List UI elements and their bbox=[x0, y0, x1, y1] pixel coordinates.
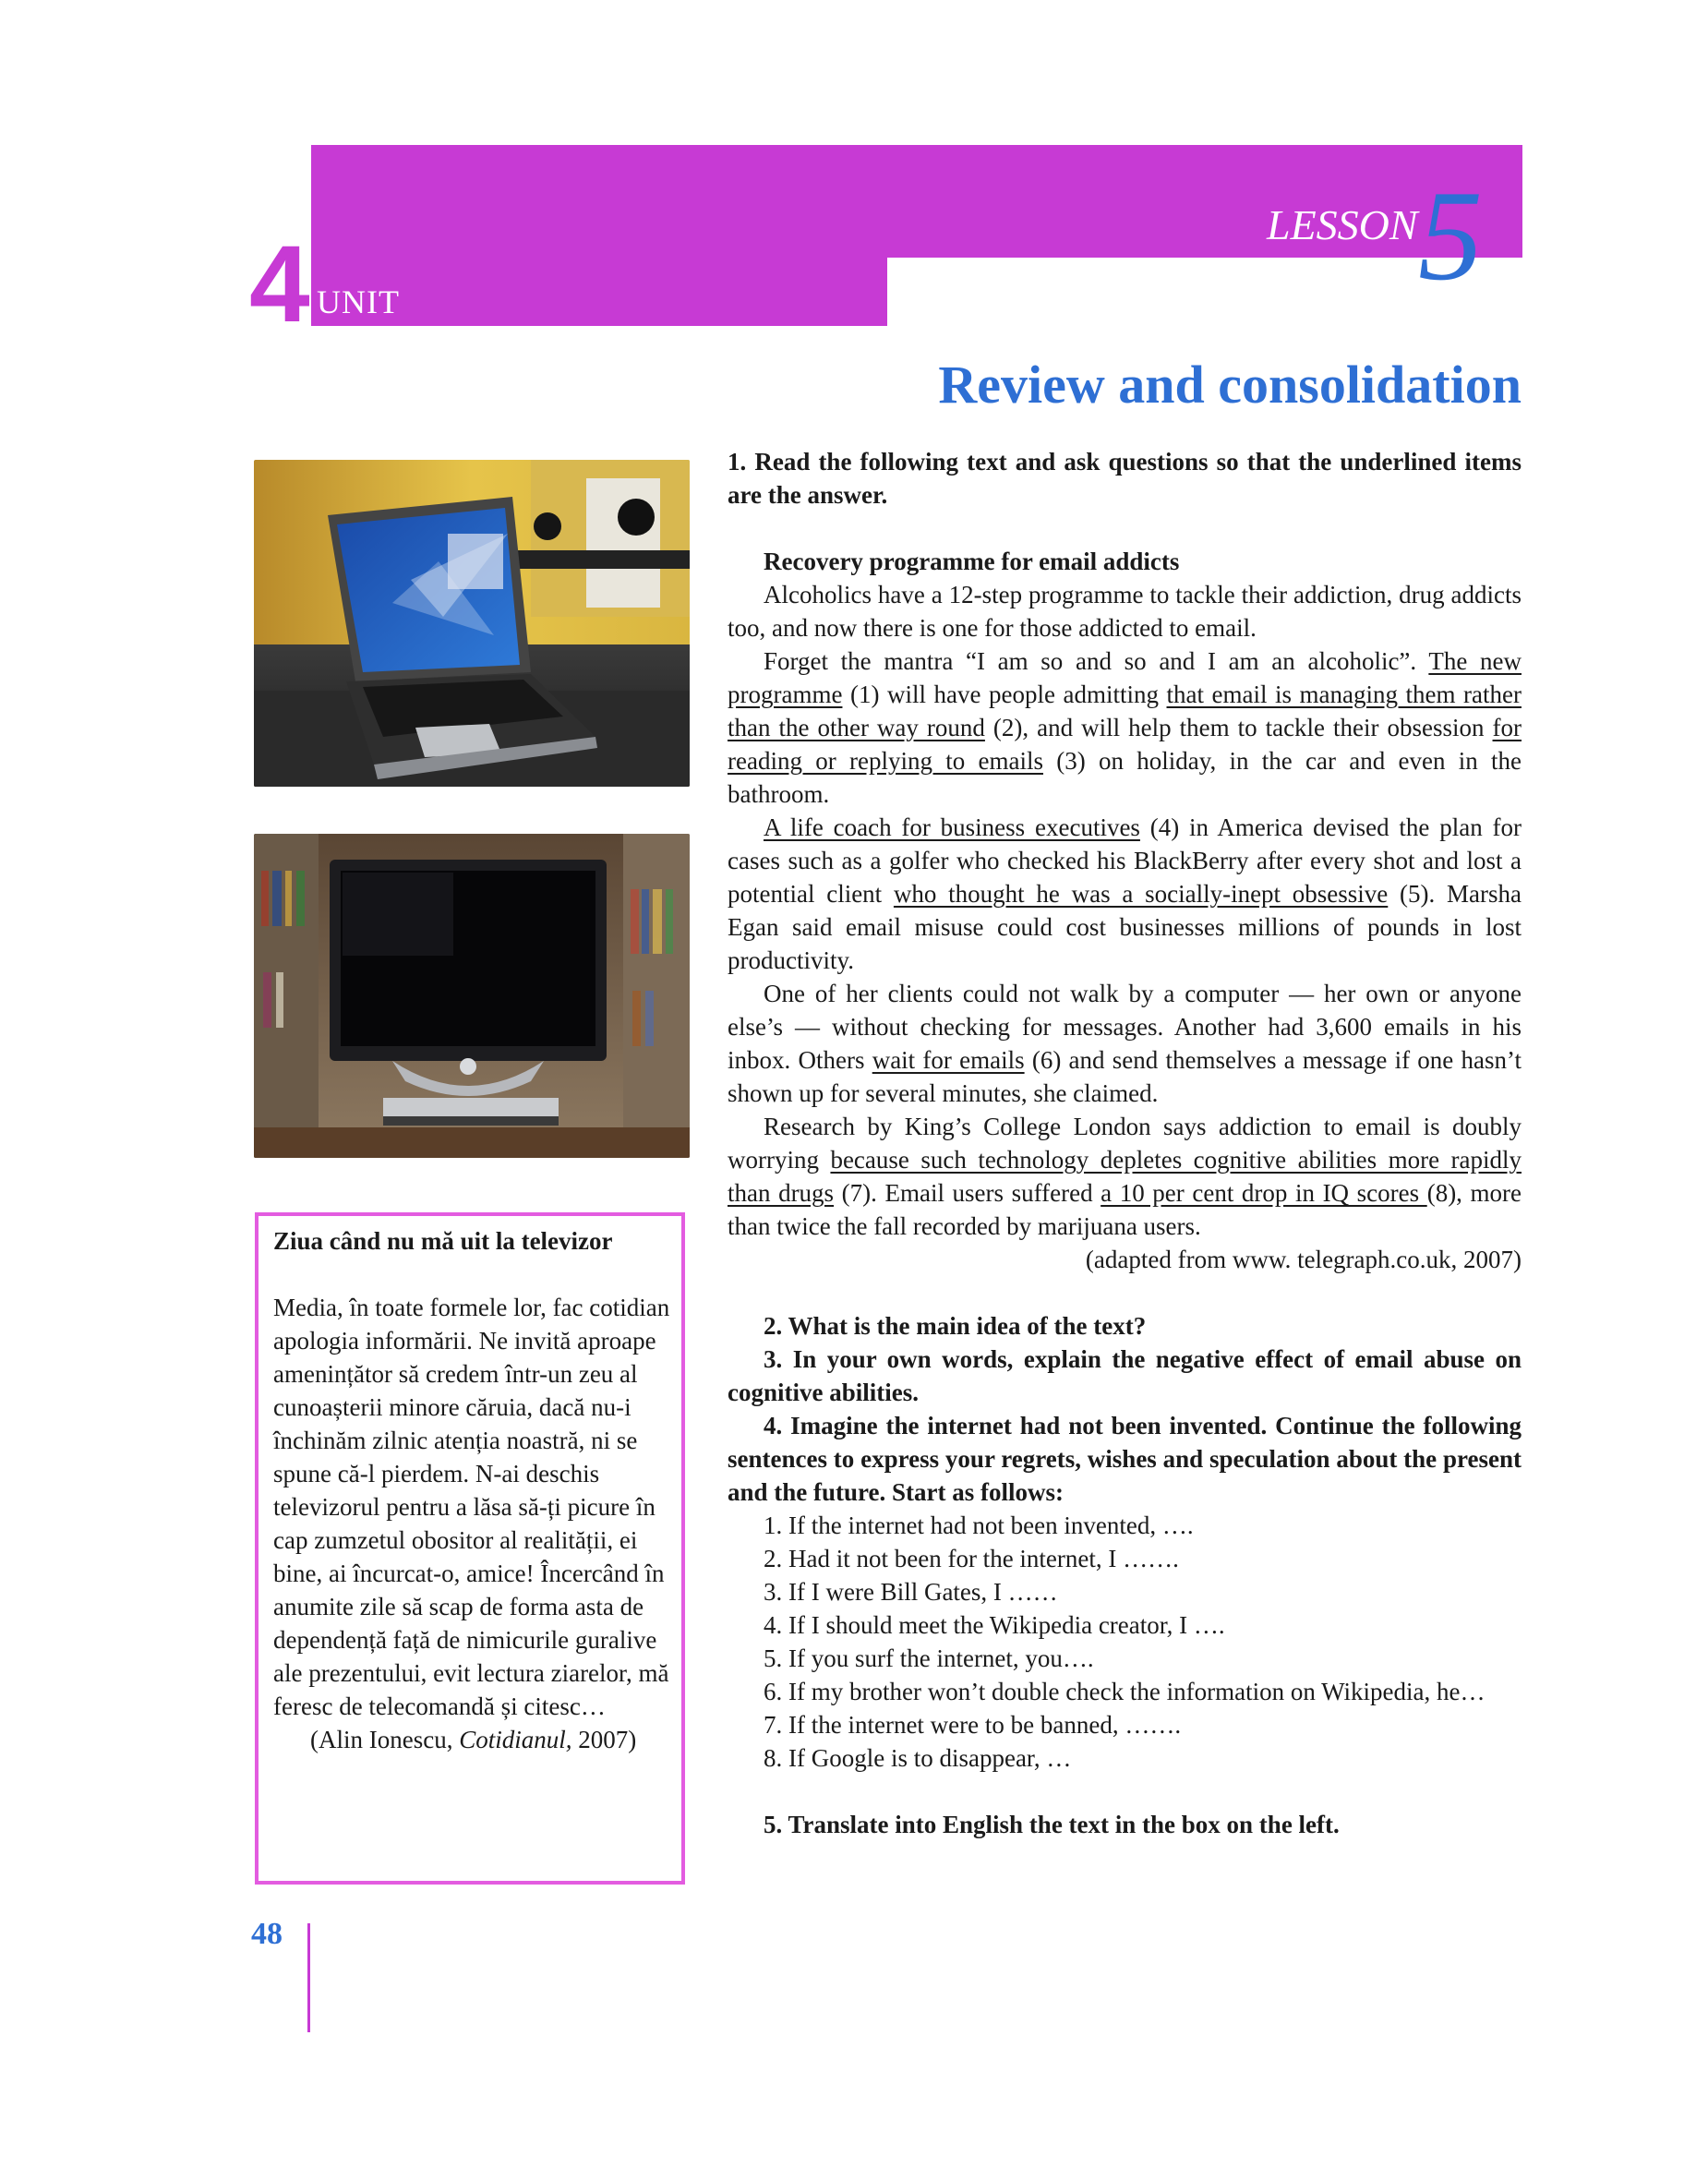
exercise-2: 2. What is the main idea of the text? bbox=[764, 1312, 1147, 1340]
exercise-5: 5. Translate into English the text in the box on the left. bbox=[764, 1811, 1340, 1838]
translation-text-box bbox=[255, 1212, 685, 1885]
underlined-item-1: The new programme bbox=[728, 647, 1522, 708]
paragraph-3: A life coach for business executives (4) in America devised the plan for cases such as a golfer who checked his BlackBerry after every shot and lost a potential client who thought he was a socially-inept obsessive (5). Marsha Egan said email misuse could cost businesses millions of pounds in lost productivity. bbox=[728, 813, 1522, 974]
underlined-item-6: wait for emails bbox=[872, 1046, 1025, 1074]
box-body: Media, în toate formele lor, fac cotidian apologia informării. Ne invită aproape amenințător să credem într-un zeu al cunoașterii minore căruia, dacă nu-i închinăm zilnic atenția noastră, ni se spune că-l pierdem. N-ai deschis televizorul pentru a lăsa să-ți picure în cap zumzetul obositor al realității, ei bine, ai încurcat-o, amice! Încercând în anumite zile să scap de forma asta de dependență față de nimicurile guralive ale prezentului, evit lectura ziarelor, mă feresc de telecomandă și citesc… bbox=[273, 1294, 670, 1720]
list-item: 6. If my brother won’t double check the information on Wikipedia, he… bbox=[764, 1678, 1485, 1705]
exercise-3: 3. In your own words, explain the negative effect of email abuse on cognitive abilities. bbox=[728, 1345, 1522, 1406]
underlined-item-2: that email is managing them rather than the other way round bbox=[728, 680, 1522, 741]
text-title: Recovery programme for email addicts bbox=[764, 548, 1180, 575]
list-item: 7. If the internet were to be banned, ……. bbox=[764, 1711, 1182, 1739]
text-source: (adapted from www. telegraph.co.uk, 2007) bbox=[1085, 1246, 1522, 1273]
underlined-item-7: because such technology depletes cognitive abilities more rapidly than drugs bbox=[728, 1146, 1522, 1207]
exercise-4-list bbox=[728, 1509, 1522, 1775]
box-cite-close: 2007) bbox=[571, 1726, 637, 1753]
lesson-label: LESSON bbox=[1267, 201, 1418, 248]
page-divider bbox=[307, 1923, 310, 2032]
box-cite-open: (Alin Ionescu, bbox=[310, 1726, 460, 1753]
page-number: 48 bbox=[251, 1917, 283, 1951]
box-cite-source: Cotidianul, bbox=[459, 1726, 572, 1753]
paragraph-1: Alcoholics have a 12-step programme to tackle their addiction, drug addicts too, and now there is one for those addicted to email. bbox=[728, 581, 1522, 642]
list-item: 3. If I were Bill Gates, I …… bbox=[764, 1578, 1058, 1606]
underlined-item-4: A life coach for business executives bbox=[764, 813, 1140, 841]
television-photo bbox=[254, 834, 690, 1158]
exercise-1-instruction: 1. Read the following text and ask questions so that the underlined items are the answer. bbox=[728, 448, 1522, 509]
list-item: 8. If Google is to disappear, … bbox=[764, 1744, 1072, 1772]
unit-number: 4 bbox=[249, 223, 307, 345]
list-item: 5. If you surf the internet, you…. bbox=[764, 1644, 1094, 1672]
exercise-4-instruction: 4. Imagine the internet had not been invented. Continue the following sentences to express your regrets, wishes and speculation about the present and the future. Start as follows: bbox=[728, 1412, 1522, 1506]
underlined-item-3: for reading or replying to emails bbox=[728, 714, 1522, 775]
page-title: Review and consolidation bbox=[938, 355, 1522, 415]
underlined-item-8: a 10 per cent drop in IQ scores bbox=[1101, 1179, 1427, 1207]
unit-label: UNIT bbox=[317, 283, 400, 320]
underlined-item-5: who thought he was a socially-inept obsessive bbox=[893, 880, 1389, 908]
list-item: 1. If the internet had not been invented, …. bbox=[764, 1512, 1194, 1539]
box-title: Ziua când nu mă uit la televizor bbox=[273, 1227, 613, 1255]
lesson-number: 5 bbox=[1418, 164, 1483, 307]
list-item: 2. Had it not been for the internet, I ……. bbox=[764, 1545, 1179, 1572]
main-column bbox=[728, 445, 1522, 1841]
box-citation bbox=[273, 1723, 672, 1756]
list-item: 4. If I should meet the Wikipedia creator, I …. bbox=[764, 1611, 1225, 1639]
paragraph-5: Research by King’s College London says addiction to email is doubly worrying because such technology depletes cognitive abilities more rapidly than drugs (7). Email users suffered a 10 per cent drop in IQ scores (8), more than twice the fall recorded by marijuana users. bbox=[728, 1113, 1522, 1240]
laptop-photo bbox=[254, 460, 690, 787]
paragraph-4: One of her clients could not walk by a computer — her own or anyone else’s — without checking for messages. Another had 3,600 emails in his inbox. Others wait for emails (6) and send themselves a message if one hasn’t shown up for several minutes, she claimed. bbox=[728, 980, 1522, 1107]
paragraph-2: Forget the mantra “I am so and so and I am an alcoholic”. The new programme (1) will have people admitting that email is managing them rather than the other way round (2), and will help them to tackle their obsession for reading or replying to emails (3) on holiday, in the car and even in the bathroom. bbox=[728, 647, 1522, 808]
